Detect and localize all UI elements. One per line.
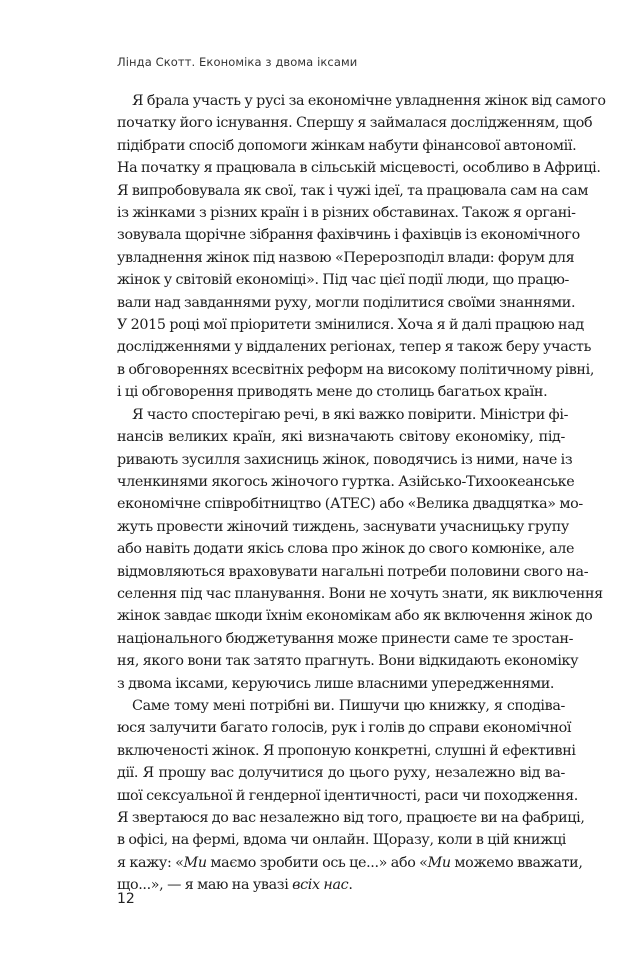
running-head: Лінда Скотт. Економіка з двома іксами [117,55,358,69]
text-line-with-italics [117,874,565,896]
text-run: можемо вважати, [450,854,583,871]
text-line: національного бюджетування може принести саме те зростан- [117,630,574,647]
text-line: підібрати спосіб допомоги жінкам набути фінансової автономії. [117,137,577,154]
text-line: зовувала щорічне зібрання фахівчинь і фахівців із економічного [117,227,580,244]
text-line: жінок завдає шкоди їхнім економікам або як включення жінок до [117,608,593,625]
text-run: маємо зробити ось це...» або « [206,854,428,871]
text-line: Я випробовувала як свої, так і чужі ідеї, та працювала сам на сам [117,182,589,199]
text-line: У 2015 році мої пріоритети змінилися. Хоча я й далі працюю над [117,317,584,334]
text-line: селення під час планування. Вони не хочуть знати, як виключення [117,585,603,602]
body-text [117,90,606,897]
text-line: Саме тому мені потрібні ви. Пишучи цю книжку, я сподіва- [132,697,565,714]
paragraph-1 [117,90,606,404]
text-line: Я звертаюся до вас незалежно від того, працюєте ви на фабриці, [117,810,585,826]
paragraph-3 [117,695,585,897]
text-line: жінок у світовій економіці». Під час цієї події люди, що працю- [117,272,570,289]
text-line: з двома іксами, керуючись лише власними упередженнями. [117,675,555,692]
text-line: вали над завданнями руху, могли поділитися своїми знаннями. [117,294,576,311]
text-line: членкинями якогось жіночого гуртка. Азійсько-Тихоокеанське [117,473,575,490]
text-line: увладнення жінок під назвою «Перерозподіл влади: форум для [117,249,575,266]
text-line: економічне співробітництво (АТЕС) або «Велика двадцятка» мо- [117,496,583,513]
italic-text-run: Ми [183,854,207,871]
text-run: . [348,877,353,894]
text-line: шої сексуальної й гендерної ідентичності, раси чи походження. [117,787,578,804]
text-line: в офісі, на фермі, вдома чи онлайн. Щоразу, коли в цій книжці [117,832,566,849]
text-run: що...», — я маю на увазі [117,877,293,894]
text-line: Я брала участь у русі за економічне увладнення жінок від самого [132,93,606,109]
text-line: Я часто спостерігаю речі, в які важко повірити. Міністри фі- [132,406,569,423]
text-run: я кажу: « [117,854,184,871]
text-line-with-italics [117,852,583,874]
text-line: На початку я працювала в сільській місцевості, особливо в Африці. [117,160,601,177]
italic-text-run: Ми [427,854,451,871]
italic-text-run: всіх нас [292,877,349,894]
text-line: дослідженнями у віддалених регіонах, тепер я також беру участь [117,339,592,356]
text-line: і ці обговорення приводять мене до столиць багатьох країн. [117,384,548,401]
text-line: із жінками з різних країн і в різних обставинах. Також я органі- [117,205,576,222]
paragraph-2 [117,404,603,695]
text-line: ня, якого вони так затято прагнуть. Вони відкидають економіку [117,653,579,670]
text-line: в обговореннях всесвітніх реформ на високому політичному рівні, [117,361,595,378]
text-line: жуть провести жіночий тиждень, заснувати учасницьку групу [117,518,569,535]
text-line: дії. Я прошу вас долучитися до цього руху, незалежно від ва- [117,765,565,782]
text-line: відмовляються враховувати нагальні потреби половини свого на- [117,563,589,580]
text-line: або навіть додати якісь слова про жінок до свого комюніке, але [117,541,575,558]
page-number: 12 [117,891,135,907]
text-line: нансів великих країн, які визначають світову економіку, під- [117,429,565,446]
text-line: включеності жінок. Я пропоную конкретні, слушні й ефективні [117,742,576,759]
text-line: початку його існування. Спершу я займалася дослідженням, щоб [117,115,593,132]
text-line: ривають зусилля захисниць жінок, поводячись із ними, наче із [117,451,573,468]
text-line: юся залучити багато голосів, рук і голів до справи економічної [117,720,572,737]
